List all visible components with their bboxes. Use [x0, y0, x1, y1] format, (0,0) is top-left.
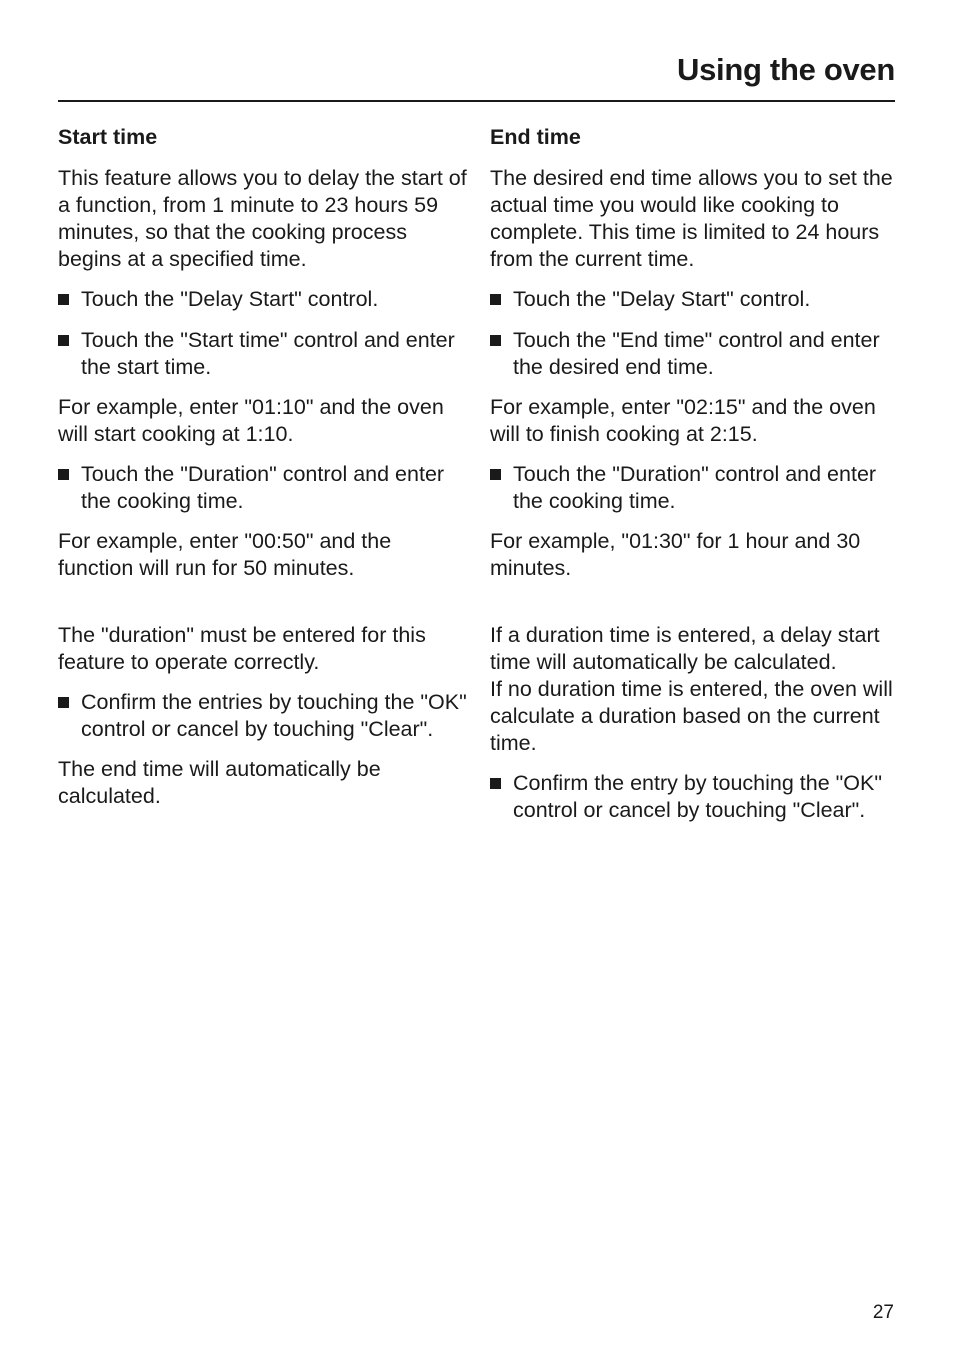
- end-time-steps-3: [490, 770, 900, 824]
- start-time-example-1: For example, enter "01:10" and the oven will start cooking at 1:10.: [58, 395, 444, 446]
- start-time-steps-1: [58, 286, 468, 381]
- square-bullet-icon: [58, 294, 69, 305]
- end-time-example-1: For example, enter "02:15" and the oven will to finish cooking at 2:15.: [490, 395, 876, 446]
- list-item: [490, 461, 900, 515]
- start-time-steps-2: [58, 461, 468, 515]
- page-header: [58, 48, 895, 102]
- end-time-steps-1: [490, 286, 900, 381]
- end-time-heading: End time: [490, 125, 581, 149]
- list-item: [58, 286, 468, 313]
- start-time-heading: Start time: [58, 125, 158, 149]
- page-title: Using the oven: [677, 52, 895, 87]
- step-text: Touch the "Delay Start" control.: [513, 287, 811, 311]
- start-time-intro: This feature allows you to delay the start of a function, from 1 minute to 23 hours 59 minutes, so that the cooking process begins at a specified time.: [58, 166, 467, 271]
- step-text: Touch the "Start time" control and enter the start time.: [81, 328, 455, 379]
- square-bullet-icon: [58, 335, 69, 346]
- step-text: Confirm the entry by touching the "OK" control or cancel by touching "Clear".: [513, 771, 882, 822]
- list-item: [58, 461, 468, 515]
- step-text: Touch the "Duration" control and enter the cooking time.: [81, 462, 445, 513]
- square-bullet-icon: [58, 469, 69, 480]
- step-text: Confirm the entries by touching the "OK" control or cancel by touching "Clear".: [81, 690, 467, 741]
- spacer: [490, 595, 900, 622]
- square-bullet-icon: [58, 697, 69, 708]
- step-text: Touch the "Duration" control and enter the cooking time.: [513, 462, 877, 513]
- start-time-note: The "duration" must be entered for this feature to operate correctly.: [58, 623, 426, 674]
- end-time-note-2: If no duration time is entered, the oven will calculate a duration based on the current time.: [490, 677, 893, 755]
- start-time-column: [58, 122, 468, 823]
- step-text: Touch the "End time" control and enter the desired end time.: [513, 328, 880, 379]
- start-time-steps-3: [58, 689, 468, 743]
- start-time-example-2: For example, enter "00:50" and the function will run for 50 minutes.: [58, 529, 392, 580]
- spacer: [58, 595, 468, 622]
- list-item: [58, 327, 468, 381]
- list-item: [58, 689, 468, 743]
- end-time-column: [490, 122, 900, 837]
- list-item: [490, 286, 900, 313]
- end-time-steps-2: [490, 461, 900, 515]
- start-time-closing: The end time will automatically be calculated.: [58, 757, 381, 808]
- square-bullet-icon: [490, 778, 501, 789]
- square-bullet-icon: [490, 469, 501, 480]
- square-bullet-icon: [490, 335, 501, 346]
- square-bullet-icon: [490, 294, 501, 305]
- list-item: [490, 327, 900, 381]
- end-time-example-2: For example, "01:30" for 1 hour and 30 minutes.: [490, 529, 861, 580]
- end-time-intro: The desired end time allows you to set the actual time you would like cooking to complete. This time is limited to 24 hours from the current time.: [490, 166, 893, 271]
- end-time-note-1: If a duration time is entered, a delay start time will automatically be calculated.: [490, 623, 880, 674]
- page-number: 27: [872, 1302, 894, 1323]
- list-item: [490, 770, 900, 824]
- step-text: Touch the "Delay Start" control.: [81, 287, 379, 311]
